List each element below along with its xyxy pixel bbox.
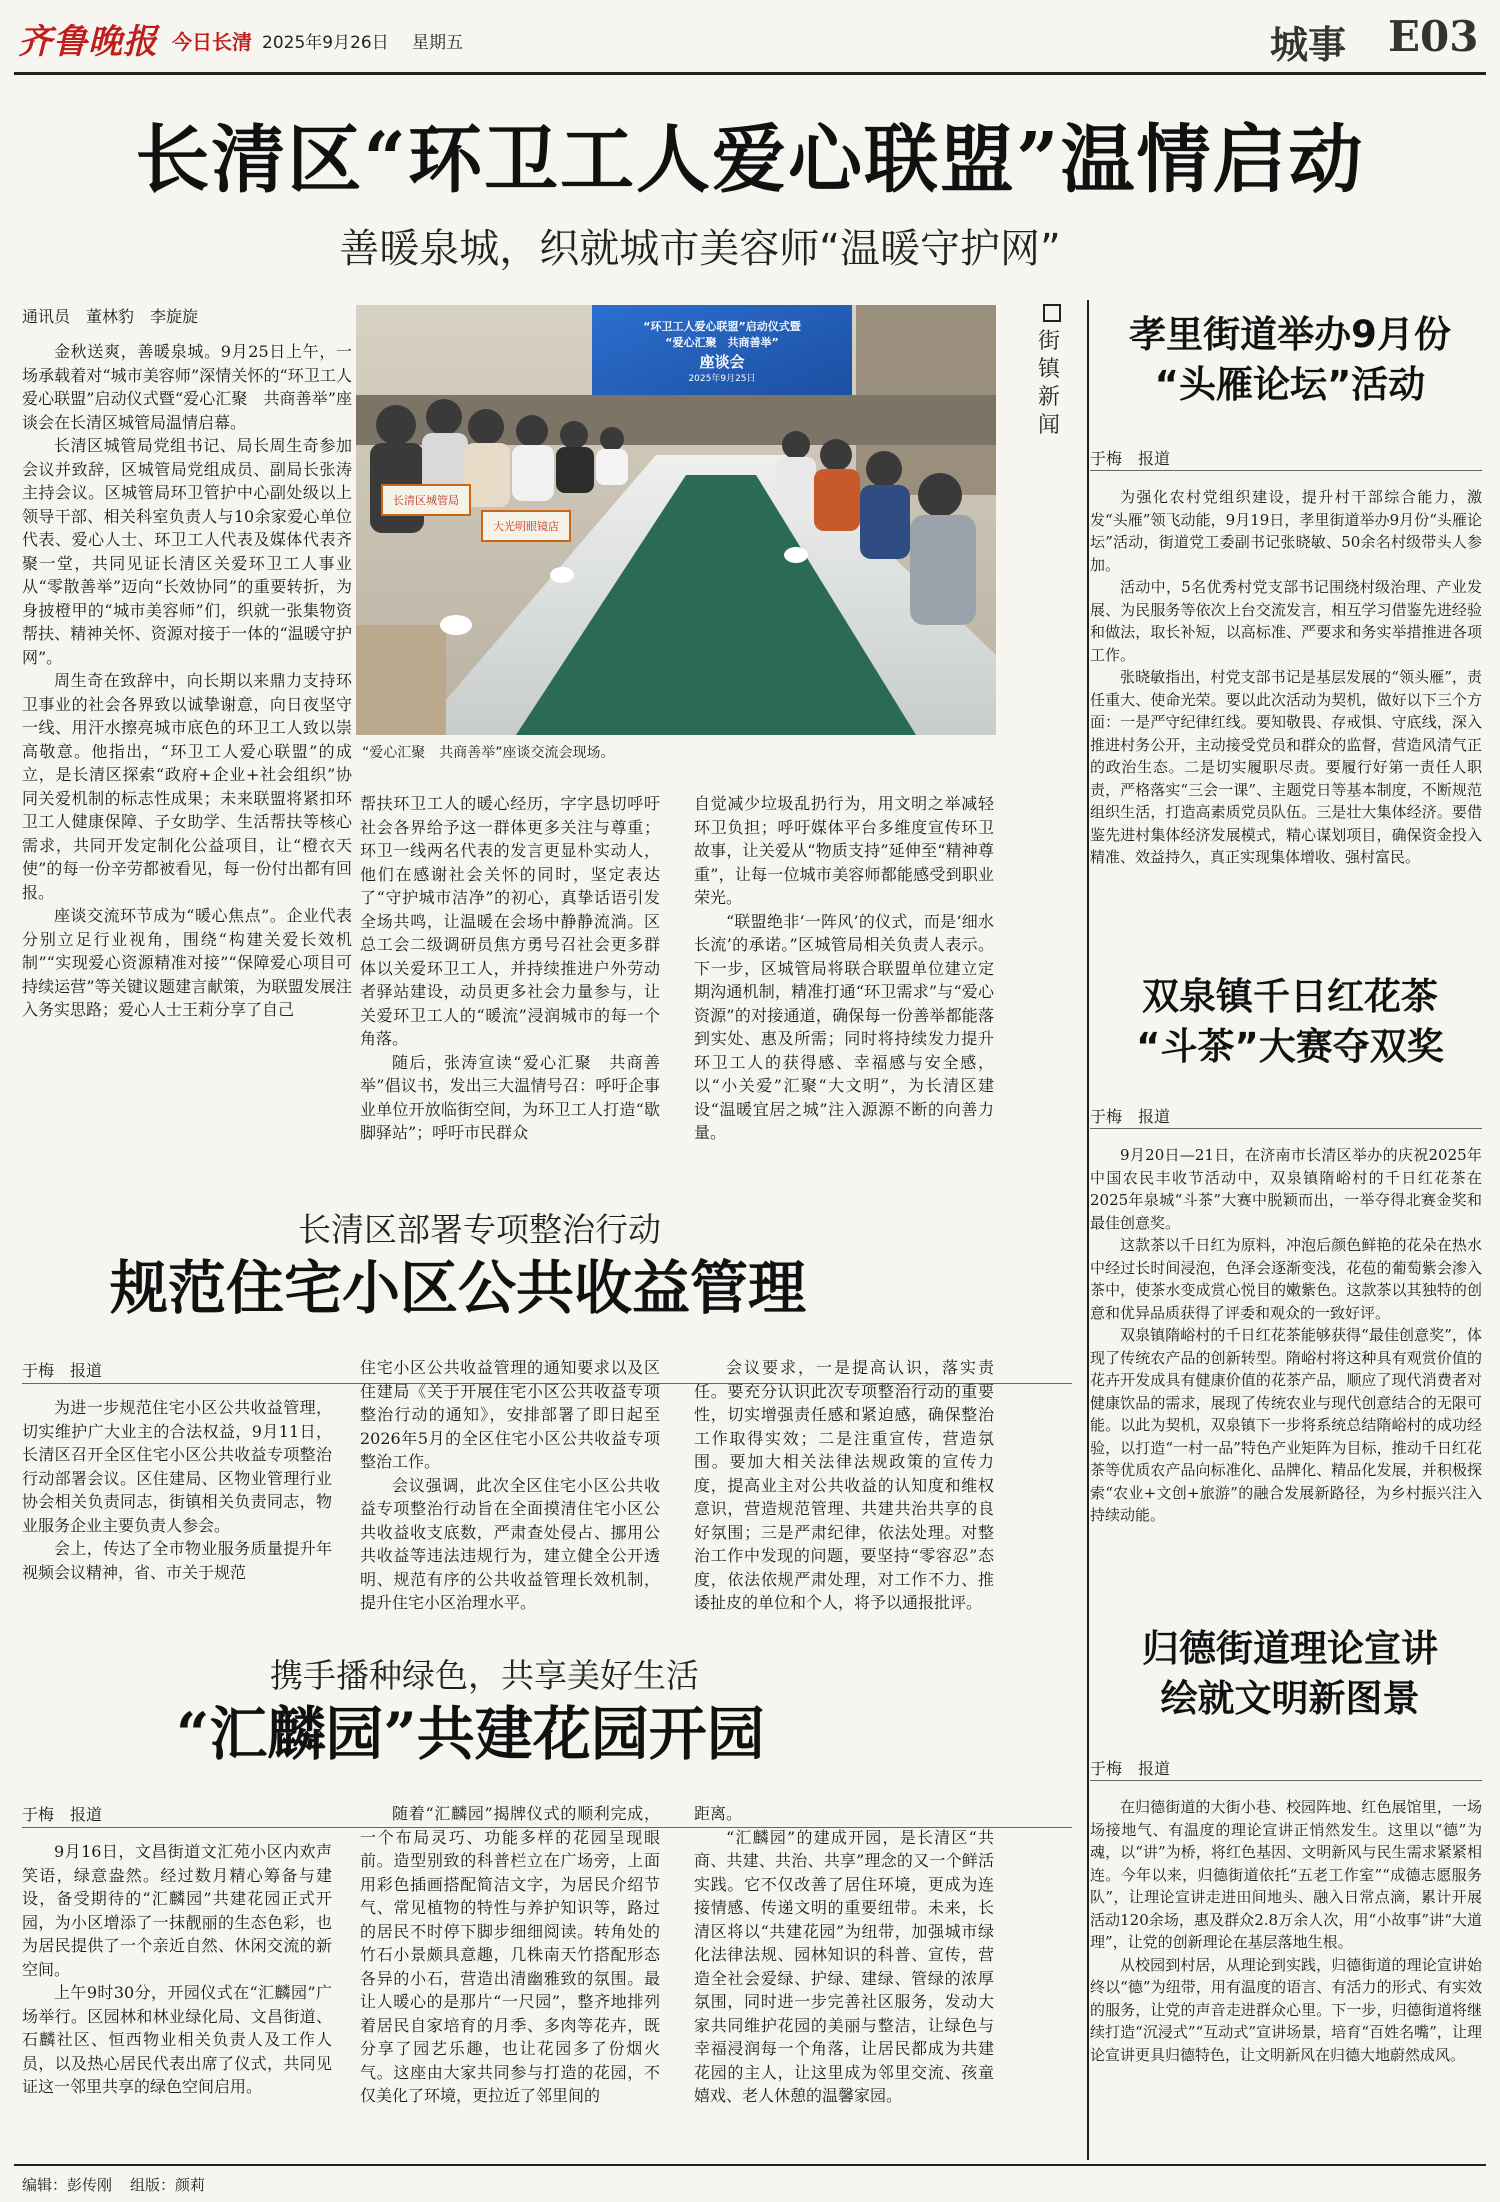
paragraph: 座谈交流环节成为“暖心焦点”。企业代表分别立足行业视角，围绕“构建关爱长效机制”“实现爱心资源精准对接”“保障爱心项目可持续运营”等关键议题建言献策，为联盟发展注入务实思路；爱心人士王莉分享了自己 xyxy=(22,906,352,1019)
meeting-photo xyxy=(356,305,996,735)
story3-column-1 xyxy=(22,1840,332,2099)
sidebar-item-1-title-line-1: 孝里街道举办9月份 xyxy=(1129,313,1451,356)
sidebar-item-2-title xyxy=(1090,972,1490,1072)
story2-column-3 xyxy=(694,1356,994,1615)
section-name: 城事 xyxy=(1270,23,1347,67)
paragraph: “汇麟园”的建成开园，是长清区“共商、共建、共治、共享”理念的又一个鲜活实践。它不仅改善了居住环境，更成为连接情感、传递文明的重要纽带。未来，长清区将以“共建花园”为纽带，加强城市绿化法律法规、园林知识的科普、宣传，营造全社会爱绿、护绿、建绿、管绿的浓厚氛围，同时进一步完善社区服务，发动大家共同维护花园的美丽与整洁，让绿色与幸福浸润每一个角落，让居民都成为共建花园的主人，让这里成为邻里交流、孩童嬉戏、老人休憩的温馨家园。 xyxy=(694,1827,994,2105)
story2-kicker: 长清区部署专项整治行动 xyxy=(298,1210,661,1249)
masthead xyxy=(0,0,1500,70)
story2-headline: 规范住宅小区公共收益管理 xyxy=(110,1254,807,1322)
masthead-rule xyxy=(14,72,1486,75)
story3-column-2 xyxy=(360,1802,660,2108)
paragraph: 自觉减少垃圾乱扔行为，用文明之举减轻环卫负担；呼吁媒体平台多维度宣传环卫故事，让关爱从“物质支持”延伸至“精神尊重”，让每一位城市美容师都能感受到职业荣光。 xyxy=(694,794,994,907)
sidebar-label-text: 街镇新闻 xyxy=(1038,329,1061,438)
sidebar-item-3-title-line-1: 归德街道理论宣讲 xyxy=(1142,1627,1438,1670)
paragraph: 双泉镇隋峪村的千日红花茶能够获得“最佳创意奖”，体现了传统农产品的创新转型。隋峪村将这种具有观赏价值的花卉开发成具有健康价值的花茶产品，顺应了现代消费者对健康饮品的需求，展现了传统农业与现代创意结合的无限可能。以此为契机，双泉镇下一步将系统总结隋峪村的成功经验，以打造“一村一品”特色产业矩阵为目标，推动千日红花茶等优质农产品向标准化、品牌化、精品化发展，并积极探索“农业+文创+旅游”的融合发展新路径，为乡村振兴注入持续动能。 xyxy=(1090,1326,1482,1524)
sidebar-item-3-title-line-2: 绘就文明新图景 xyxy=(1160,1677,1420,1720)
paper-name: 齐鲁晚报 xyxy=(18,22,158,62)
paragraph: 住宅小区公共收益管理的通知要求以及区住建局《关于开展住宅小区公共收益专项整治行动的通知》，安排部署了即日起至2026年5月的全区住宅小区公共收益专项整治工作。 xyxy=(360,1358,660,1471)
lead-column-1 xyxy=(22,340,352,1022)
paragraph: 随后，张涛宣读“爱心汇聚 共商善举”倡议书，发出三大温情号召：呼吁企事业单位开放临街空间，为环卫工人打造“歇脚驿站”；呼吁市民群众 xyxy=(360,1052,660,1142)
paragraph: “联盟绝非‘一阵风’的仪式，而是‘细水长流’的承诺。”区城管局相关负责人表示。下一步，区城管局将联合联盟单位建立定期沟通机制，精准打通“环卫需求”与“爱心资源”的对接通道，确保每一份善举都能落到实处、惠及所需；同时将持续发力提升环卫工人的获得感、幸福感与安全感，以“小关爱”汇聚“大文明”，为长清区建设“温暖宜居之城”注入源源不断的向善力量。 xyxy=(694,911,994,1142)
sidebar-item-2-body xyxy=(1090,1144,1482,1527)
photo-banner-line-3: 座谈会 xyxy=(699,353,745,371)
sidebar-item-2-rule xyxy=(1090,1128,1482,1129)
sidebar-item-3-rule xyxy=(1090,1780,1482,1781)
paragraph: 这款茶以千日红为原料，冲泡后颜色鲜艳的花朵在热水中经过长时间浸泡，色泽会逐渐变浅，花苞的葡萄紫会渗入茶中，使茶水变成赏心悦目的嫩紫色。这款茶以其独特的创意和优异品质获得了评委和观众的一致好评。 xyxy=(1090,1236,1482,1322)
issue-weekday: 星期五 xyxy=(412,33,463,53)
story3-headline: “汇麟园”共建花园开园 xyxy=(176,1700,765,1768)
photo-banner-line-1: “环卫工人爱心联盟”启动仪式暨 xyxy=(643,320,801,333)
sidebar-item-1-body xyxy=(1090,486,1482,869)
sidebar-item-1-title-line-2: “头雁论坛”活动 xyxy=(1154,363,1426,406)
lead-column-2 xyxy=(360,792,660,1145)
paragraph: 帮扶环卫工人的暖心经历，字字恳切呼吁社会各界给予这一群体更多关注与尊重；环卫一线两名代表的发言更显朴实动人，他们在感谢社会关怀的同时，坚定表达了“守护城市洁净”的初心，真挚话语引发全场共鸣，让温暖在会场中静静流淌。区总工会二级调研员焦方勇号召社会更多群体以关爱环卫工人，并持续推进户外劳动者驿站建设，动员更多社会力量参与，让关爱环卫工人的“暖流”浸润城市的每一个角落。 xyxy=(360,794,660,1048)
paragraph: 长清区城管局党组书记、局长周生奇参加会议并致辞，区城管局党组成员、副局长张涛主持会议。区城管局环卫管护中心副处级以上领导干部、相关科室负责人与10余家爱心单位代表、爱心人士、环卫工人代表及媒体代表齐聚一堂，共同见证长清区关爱环卫工人事业从“零散善举”迈向“长效协同”的重要转折，为身披橙甲的“城市美容师”们，织就一张集物资帮扶、精神关怀、资源对接于一体的“温暖守护网”。 xyxy=(22,436,352,667)
paragraph: 为进一步规范住宅小区公共收益管理，切实维护广大业主的合法权益，9月11日，长清区召开全区住宅小区公共收益专项整治行动部署会议。区住建局、区物业管理行业协会相关负责同志，街镇相关负责同志，物业服务企业主要负责人参会。 xyxy=(22,1398,332,1535)
story3-column-3 xyxy=(694,1802,994,2108)
sidebar-item-1-title xyxy=(1090,310,1490,410)
sidebar-item-2-title-line-1: 双泉镇千日红花茶 xyxy=(1142,975,1438,1018)
footer-editor: 编辑：彭传刚 xyxy=(22,2176,113,2194)
paragraph: 为强化农村党组织建设，提升村干部综合能力，激发“头雁”领飞动能，9月19日，孝里街道举办9月份“头雁论坛”活动，街道党工委副书记张晓敏、50余名村级带头人参加。 xyxy=(1090,488,1482,574)
lead-headline: 长清区“环卫工人爱心联盟”温情启动 xyxy=(135,117,1365,203)
photo-sign-1: 长清区城管局 xyxy=(393,494,459,507)
paragraph: 活动中，5名优秀村党支部书记围绕村级治理、产业发展、为民服务等依次上台交流发言，相互学习借鉴先进经验和做法，取长补短，以高标准、严要求和务实举措推进各项工作。 xyxy=(1090,578,1482,664)
paragraph: 张晓敏指出，村党支部书记是基层发展的“领头雁”，责任重大、使命光荣。要以此次活动为契机，做好以下三个方面：一是严守纪律红线。要知敬畏、存戒惧、守底线，深入推进村务公开，主动接受党员和群众的监督，营造风清气正的政治生态。二是切实履职尽责。要履行好第一责任人职责，严格落实“三会一课”、主题党日等基本制度，不断规范组织生活，打造高素质党员队伍。三是壮大集体经济。要借鉴先进村集体经济发展模式，精心谋划项目，确保资金投入精准、效益持久，真正实现集体增收、强村富民。 xyxy=(1090,668,1482,866)
footer-layout: 组版：颜莉 xyxy=(130,2176,206,2194)
lead-byline: 通讯员 董林豹 李旋旋 xyxy=(22,307,199,326)
story2-column-2 xyxy=(360,1356,660,1615)
sidebar-item-1-byline: 于梅 报道 xyxy=(1090,449,1171,468)
photo-caption: “爱心汇聚 共商善举”座谈交流会现场。 xyxy=(362,745,615,761)
sidebar-item-3-byline: 于梅 报道 xyxy=(1090,1759,1171,1778)
section-tag: 今日长清 xyxy=(172,30,252,54)
story3-byline: 于梅 报道 xyxy=(22,1805,103,1824)
paragraph: 9月16日，文昌街道文汇苑小区内欢声笑语，绿意盎然。经过数月精心筹备与建设，备受期待的“汇麟园”共建花园正式开园，为小区增添了一抹靓丽的生态色彩，也为居民提供了一个亲近自然、休闲交流的新空间。 xyxy=(22,1842,332,1979)
paragraph: 在归德街道的大街小巷、校园阵地、红色展馆里，一场场接地气、有温度的理论宣讲正悄然发生。这里以“德”为魂，以“讲”为桥，将红色基因、文明新风与民生需求紧紧相连。今年以来，归德街道依托“五老工作室”“成德志愿服务队”，让理论宣讲走进田间地头、融入日常点滴，累计开展活动120余场，惠及群众2.8万余人次，用“小故事”讲“大道理”，让党的创新理论在基层落地生根。 xyxy=(1090,1798,1482,1951)
story2-byline: 于梅 报道 xyxy=(22,1361,103,1380)
photo-sign-2: 大光明眼镜店 xyxy=(493,520,559,533)
lead-subheadline: 善暖泉城，织就城市美容师“温暖守护网” xyxy=(339,226,1061,272)
paragraph: 上午9时30分，开园仪式在“汇麟园”广场举行。区园林和林业绿化局、文昌街道、石麟社区、恒西物业相关负责人及工作人员，以及热心居民代表出席了仪式，共同见证这一邻里共享的绿色空间启用。 xyxy=(22,1983,332,2096)
paragraph: 从校园到村居，从理论到实践，归德街道的理论宣讲始终以“德”为纽带，用有温度的语言、有活力的形式、有实效的服务，让党的声音走进群众心里。下一步，归德街道将继续打造“沉浸式”“互动式”宣讲场景，培育“百姓名嘴”，让理论宣讲更具归德特色，让文明新风在归德大地蔚然成风。 xyxy=(1090,1955,1482,2064)
paragraph: 会议要求，一是提高认识，落实责任。要充分认识此次专项整治行动的重要性，切实增强责任感和紧迫感，确保整治工作取得实效；二是注重宣传，营造氛围。要加大相关法律法规政策的宣传力度，提高业主对公共收益的认知度和维权意识，营造规范管理、共建共治共享的良好氛围；三是严肃纪律，依法处理。对整治工作中发现的问题，要坚持“零容忍”态度，依法依规严肃处理，对工作不力、推诿扯皮的单位和个人，将予以通报批评。 xyxy=(694,1358,994,1612)
paragraph: 9月20日—21日，在济南市长清区举办的庆祝2025年中国农民丰收节活动中，双泉镇隋峪村的千日红花茶在2025年泉城“斗茶”大赛中脱颖而出，一举夺得北赛金奖和最佳创意奖。 xyxy=(1090,1146,1482,1232)
sidebar-item-2-byline: 于梅 报道 xyxy=(1090,1107,1171,1126)
photo-banner-line-2: “爱心汇聚 共商善举” xyxy=(665,336,779,349)
sidebar-label-box-icon xyxy=(1043,304,1061,322)
paragraph: 金秋送爽，善暖泉城。9月25日上午，一场承载着对“城市美容师”深情关怀的“环卫工人爱心联盟”启动仪式暨“爱心汇聚 共商善举”座谈会在长清区城管局温情启幕。 xyxy=(22,342,352,432)
issue-date: 2025年9月26日 xyxy=(262,33,389,53)
paragraph: 会上，传达了全市物业服务质量提升年视频会议精神，省、市关于规范 xyxy=(22,1539,332,1582)
paragraph: 周生奇在致辞中，向长期以来鼎力支持环卫事业的社会各界致以诚挚谢意，向日夜坚守一线、用汗水擦亮城市底色的环卫工人致以崇高敬意。他指出，“环卫工人爱心联盟”的成立，是长清区探索“政府+企业+社会组织”协同关爱机制的标志性成果；未来联盟将紧扣环卫工人健康保障、子女助学、生活帮扶等核心需求，共同开发定制化公益项目，让“橙衣天使”的每一份辛劳都被看见，每一份付出都有回报。 xyxy=(22,671,352,902)
sidebar-item-3-body xyxy=(1090,1796,1482,2066)
sidebar-divider xyxy=(1087,300,1089,2160)
footer-rule xyxy=(14,2164,1486,2166)
story3-kicker: 携手播种绿色，共享美好生活 xyxy=(270,1656,699,1695)
paragraph: 距离。 xyxy=(694,1804,743,1823)
paragraph: 会议强调，此次全区住宅小区公共收益专项整治行动旨在全面摸清住宅小区公共收益收支底数，严肃查处侵占、挪用公共收益等违法违规行为，建立健全公开透明、规范有序的公共收益管理长效机制，提升住宅小区治理水平。 xyxy=(360,1475,660,1612)
paragraph: 随着“汇麟园”揭牌仪式的顺利完成，一个布局灵巧、功能多样的花园呈现眼前。造型别致的科普栏立在广场旁，上面用彩色插画搭配简洁文字，为居民介绍节气、常见植物的特性与养护知识等，路过的居民不时停下脚步细细阅读。转角处的竹石小景颇具意趣，几株南天竹搭配形态各异的小石，营造出清幽雅致的氛围。最让人暖心的是那片“一尺园”，整齐地排列着居民自家培育的月季、多肉等花卉，既分享了园艺乐趣，也让花园多了份烟火气。这座由大家共同参与打造的花园，不仅美化了环境，更拉近了邻里间的 xyxy=(360,1804,660,2105)
photo-banner xyxy=(592,319,852,385)
sidebar-item-1-rule xyxy=(1090,470,1482,471)
page-number: E03 xyxy=(1388,12,1479,61)
story2-column-1 xyxy=(22,1396,332,1584)
sidebar-item-3-title xyxy=(1090,1624,1490,1724)
sidebar-item-2-title-line-2: “斗茶”大赛夺双奖 xyxy=(1136,1025,1444,1068)
lead-column-3 xyxy=(694,792,994,1145)
photo-banner-date: 2025年9月25日 xyxy=(688,374,756,384)
